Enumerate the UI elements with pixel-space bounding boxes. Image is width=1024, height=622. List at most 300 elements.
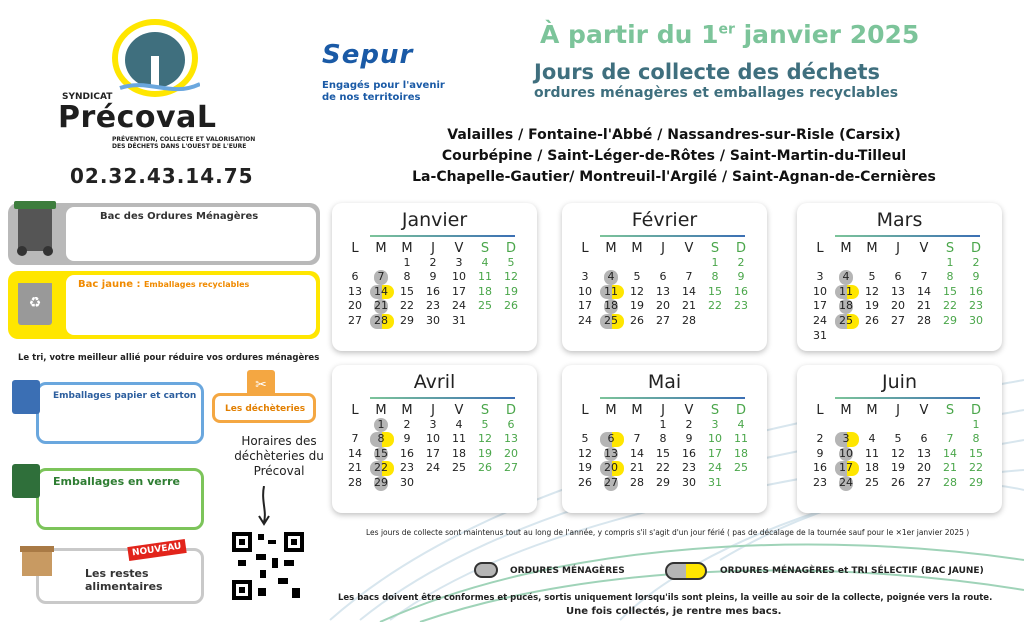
- day-cell: 9: [972, 270, 980, 284]
- weekday-label: V: [919, 403, 929, 418]
- day-cell: 30: [400, 475, 414, 489]
- weekday-label: M: [605, 403, 617, 418]
- day-cell: 9: [685, 432, 693, 446]
- day-cell: 13: [917, 446, 931, 460]
- restes-box: [36, 548, 204, 604]
- weekday-label: M: [401, 241, 413, 256]
- empty-cell: [572, 418, 598, 433]
- green-bag-icon: [10, 460, 42, 500]
- weekday-header: [807, 403, 997, 418]
- empty-cell: [472, 314, 498, 329]
- day-cell: 3: [833, 432, 859, 447]
- day-cell: 21: [348, 461, 362, 475]
- day-cell: 14: [917, 284, 931, 298]
- day-cell: 7: [920, 270, 928, 284]
- empty-cell: [728, 476, 754, 491]
- day-cell: 11: [833, 285, 859, 300]
- weekday-header: [807, 241, 997, 256]
- day-cell: 10: [708, 432, 722, 446]
- day-cell: 12: [578, 446, 592, 460]
- week-row: [807, 432, 997, 447]
- day-cell: 11: [865, 446, 879, 460]
- day-cell: 15: [400, 284, 414, 298]
- legend-grey-swatch: [474, 562, 498, 578]
- day-cell: 24: [708, 461, 722, 475]
- month-calendar: [562, 203, 767, 351]
- day-cell: 12: [891, 446, 905, 460]
- day-cell: 1: [659, 417, 667, 431]
- precoval-subtitle: PRÉVENTION, COLLECTE ET VALORISATION DES DÉCHETS DANS L'OUEST DE L'EURE: [112, 136, 256, 150]
- day-cell: 12: [478, 432, 492, 446]
- day-cell: 28: [682, 313, 696, 327]
- day-cell: 23: [682, 461, 696, 475]
- empty-cell: [885, 329, 911, 344]
- legend-grey-label: ORDURES MÉNAGÈRES: [510, 566, 625, 576]
- month-grid: [807, 241, 997, 343]
- day-cell: 8: [368, 432, 394, 447]
- week-row: [572, 432, 762, 447]
- week-row: [342, 447, 532, 462]
- syndicat-label: SYNDICAT: [62, 92, 113, 102]
- empty-cell: [911, 256, 937, 271]
- month-calendar: [562, 365, 767, 513]
- empty-cell: [911, 329, 937, 344]
- day-cell: 16: [969, 284, 983, 298]
- day-cell: 1: [368, 418, 394, 433]
- empty-cell: [728, 314, 754, 329]
- empty-cell: [572, 256, 598, 271]
- day-cell: 8: [972, 432, 980, 446]
- day-cell: 5: [868, 270, 876, 284]
- day-cell: 18: [833, 299, 859, 314]
- weekday-label: J: [431, 241, 435, 256]
- weekday-label: M: [840, 241, 852, 256]
- day-cell: 1: [972, 417, 980, 431]
- empty-cell: [676, 256, 702, 271]
- week-row: [572, 476, 762, 491]
- day-cell: 12: [865, 284, 879, 298]
- month-title: Juin: [882, 371, 917, 393]
- page-subtitle-2: ordures ménagères et emballages recyclables: [534, 85, 899, 101]
- day-cell: 23: [426, 299, 440, 313]
- day-cell: 25: [478, 299, 492, 313]
- day-cell: 30: [969, 313, 983, 327]
- weekday-label: J: [431, 403, 435, 418]
- day-cell: 6: [894, 270, 902, 284]
- day-cell: 21: [943, 461, 957, 475]
- empty-cell: [833, 418, 859, 433]
- day-cell: 15: [943, 284, 957, 298]
- empty-cell: [342, 418, 368, 433]
- weekday-label: M: [401, 403, 413, 418]
- weekday-header: [342, 241, 532, 256]
- day-cell: 28: [917, 313, 931, 327]
- week-row: [342, 270, 532, 285]
- week-row: [342, 256, 532, 271]
- day-cell: 31: [708, 475, 722, 489]
- weekday-label: S: [710, 241, 720, 256]
- month-grid: [572, 241, 762, 329]
- day-cell: 15: [656, 446, 670, 460]
- day-cell: 6: [351, 270, 359, 284]
- day-cell: 4: [598, 270, 624, 285]
- day-cell: 26: [891, 475, 905, 489]
- day-cell: 2: [816, 432, 824, 446]
- day-cell: 10: [426, 432, 440, 446]
- day-cell: 13: [504, 432, 518, 446]
- day-cell: 6: [659, 270, 667, 284]
- day-cell: 19: [578, 461, 592, 475]
- day-cell: 12: [630, 284, 644, 298]
- day-cell: 8: [946, 270, 954, 284]
- day-cell: 4: [455, 417, 463, 431]
- week-row: [807, 270, 997, 285]
- day-cell: 21: [368, 299, 394, 314]
- day-cell: 22: [656, 461, 670, 475]
- week-row: [572, 314, 762, 329]
- yellow-bin-icon: [12, 267, 60, 331]
- legend-yellow-swatch: [665, 562, 707, 580]
- day-cell: 5: [894, 432, 902, 446]
- week-row: [807, 285, 997, 300]
- empty-cell: [885, 418, 911, 433]
- week-row: [572, 447, 762, 462]
- day-cell: 7: [685, 270, 693, 284]
- day-cell: 22: [708, 299, 722, 313]
- day-cell: 3: [816, 270, 824, 284]
- day-cell: 1: [711, 255, 719, 269]
- grey-bin-icon: [12, 193, 60, 257]
- weekday-label: D: [735, 403, 746, 418]
- day-cell: 5: [581, 432, 589, 446]
- day-cell: 11: [734, 432, 748, 446]
- empty-cell: [859, 256, 885, 271]
- week-row: [807, 314, 997, 329]
- day-cell: 15: [969, 446, 983, 460]
- week-row: [572, 285, 762, 300]
- day-cell: 2: [429, 255, 437, 269]
- day-cell: 1: [403, 255, 411, 269]
- weekday-label: L: [351, 241, 359, 256]
- blue-bag-icon: [10, 376, 42, 416]
- day-cell: 20: [891, 299, 905, 313]
- weekday-label: M: [631, 403, 643, 418]
- bac-om-label: Bac des Ordures Ménagères: [100, 211, 259, 222]
- day-cell: 8: [403, 270, 411, 284]
- verre-label: Emballages en verre: [53, 475, 181, 488]
- nouveau-badge: NOUVEAU: [127, 539, 186, 561]
- day-cell: 10: [578, 284, 592, 298]
- day-cell: 10: [452, 270, 466, 284]
- day-cell: 26: [865, 313, 879, 327]
- day-cell: 16: [682, 446, 696, 460]
- empty-cell: [420, 476, 446, 491]
- day-cell: 30: [426, 313, 440, 327]
- decheteries-box[interactable]: [212, 393, 316, 423]
- page-title: À partir du 1er janvier 2025: [540, 20, 920, 49]
- day-cell: 26: [578, 475, 592, 489]
- month-rule: [835, 235, 980, 237]
- week-row: [342, 418, 532, 433]
- day-cell: 23: [400, 461, 414, 475]
- day-cell: 12: [504, 270, 518, 284]
- month-calendar: [797, 203, 1002, 351]
- weekday-label: M: [631, 241, 643, 256]
- day-cell: 17: [452, 284, 466, 298]
- day-cell: 1: [946, 255, 954, 269]
- day-cell: 13: [891, 284, 905, 298]
- day-cell: 22: [943, 299, 957, 313]
- day-cell: 26: [478, 461, 492, 475]
- weekday-label: J: [896, 241, 900, 256]
- week-row: [342, 314, 532, 329]
- day-cell: 27: [598, 476, 624, 491]
- day-cell: 17: [578, 299, 592, 313]
- week-row: [807, 256, 997, 271]
- weekday-label: V: [919, 241, 929, 256]
- empty-cell: [833, 256, 859, 271]
- weekday-label: L: [351, 403, 359, 418]
- week-row: [572, 299, 762, 314]
- empty-cell: [859, 329, 885, 344]
- day-cell: 6: [507, 417, 515, 431]
- day-cell: 11: [452, 432, 466, 446]
- weekday-label: M: [866, 241, 878, 256]
- empty-cell: [342, 256, 368, 271]
- svg-text:♻: ♻: [28, 295, 42, 311]
- day-cell: 3: [429, 417, 437, 431]
- day-cell: 20: [917, 461, 931, 475]
- day-cell: 22: [368, 461, 394, 476]
- weekday-label: S: [480, 241, 490, 256]
- day-cell: 10: [813, 284, 827, 298]
- day-cell: 9: [816, 446, 824, 460]
- day-cell: 25: [734, 461, 748, 475]
- empty-cell: [624, 256, 650, 271]
- weekday-label: M: [375, 241, 387, 256]
- month-grid: [342, 241, 532, 329]
- day-cell: 27: [917, 475, 931, 489]
- day-cell: 24: [426, 461, 440, 475]
- weekday-label: L: [581, 403, 589, 418]
- day-cell: 30: [682, 475, 696, 489]
- weekday-label: L: [581, 241, 589, 256]
- tri-tagline: Le tri, votre meilleur allié pour réduire vos ordures ménagères: [18, 353, 320, 363]
- day-cell: 18: [478, 284, 492, 298]
- week-row: [807, 418, 997, 433]
- day-cell: 14: [368, 285, 394, 300]
- weekday-label: V: [684, 403, 694, 418]
- day-cell: 28: [943, 475, 957, 489]
- day-cell: 28: [368, 314, 394, 329]
- weekday-label: V: [454, 403, 464, 418]
- weekday-label: S: [945, 403, 955, 418]
- empty-cell: [598, 418, 624, 433]
- day-cell: 4: [737, 417, 745, 431]
- towns-list: [404, 125, 944, 188]
- week-row: [572, 256, 762, 271]
- day-cell: 16: [813, 461, 827, 475]
- restes-label: Les restes alimentaires: [85, 567, 163, 593]
- day-cell: 16: [734, 284, 748, 298]
- day-cell: 13: [348, 284, 362, 298]
- footer-reminder: Une fois collectés, je rentre mes bacs.: [566, 606, 782, 617]
- month-rule: [835, 397, 980, 399]
- empty-cell: [650, 256, 676, 271]
- month-calendar: [332, 203, 537, 351]
- day-cell: 22: [400, 299, 414, 313]
- day-cell: 29: [943, 313, 957, 327]
- day-cell: 17: [708, 446, 722, 460]
- weekday-header: [572, 403, 762, 418]
- empty-cell: [859, 418, 885, 433]
- day-cell: 20: [348, 299, 362, 313]
- month-rule: [370, 235, 515, 237]
- day-cell: 25: [833, 314, 859, 329]
- day-cell: 29: [400, 313, 414, 327]
- empty-cell: [911, 418, 937, 433]
- week-row: [807, 329, 997, 344]
- empty-cell: [624, 418, 650, 433]
- day-cell: 19: [891, 461, 905, 475]
- precoval-logo-icon: [110, 18, 200, 98]
- week-row: [807, 476, 997, 491]
- day-cell: 15: [368, 447, 394, 462]
- day-cell: 21: [682, 299, 696, 313]
- day-cell: 24: [813, 313, 827, 327]
- day-cell: 8: [711, 270, 719, 284]
- day-cell: 3: [711, 417, 719, 431]
- month-title: Mai: [647, 371, 682, 393]
- day-cell: 23: [734, 299, 748, 313]
- day-cell: 23: [969, 299, 983, 313]
- month-grid: [342, 403, 532, 491]
- day-cell: 24: [833, 476, 859, 491]
- day-cell: 3: [455, 255, 463, 269]
- phone-number[interactable]: 02.32.43.14.75: [70, 164, 254, 188]
- weekday-label: V: [454, 241, 464, 256]
- weekday-label: L: [816, 403, 824, 418]
- town-line: Valailles / Fontaine-l'Abbé / Nassandres-sur-Risle (Carsix): [447, 127, 901, 143]
- day-cell: 20: [504, 446, 518, 460]
- day-cell: 27: [656, 313, 670, 327]
- week-row: [572, 418, 762, 433]
- week-row: [342, 285, 532, 300]
- day-cell: 13: [598, 447, 624, 462]
- day-cell: 27: [504, 461, 518, 475]
- day-cell: 14: [630, 446, 644, 460]
- day-cell: 18: [598, 299, 624, 314]
- day-cell: 6: [920, 432, 928, 446]
- bac-om-panel: [8, 203, 320, 265]
- day-cell: 5: [507, 255, 515, 269]
- weekday-label: S: [710, 403, 720, 418]
- day-cell: 2: [737, 255, 745, 269]
- empty-cell: [446, 476, 472, 491]
- empty-cell: [833, 329, 859, 344]
- papier-carton-box: [36, 382, 204, 444]
- day-cell: 20: [656, 299, 670, 313]
- empty-cell: [807, 418, 833, 433]
- day-cell: 18: [452, 446, 466, 460]
- weekday-label: D: [970, 241, 981, 256]
- day-cell: 26: [630, 313, 644, 327]
- weekday-label: J: [661, 403, 665, 418]
- day-cell: 2: [685, 417, 693, 431]
- weekday-label: D: [970, 403, 981, 418]
- weekday-header: [572, 241, 762, 256]
- day-cell: 14: [943, 446, 957, 460]
- empty-cell: [598, 256, 624, 271]
- week-row: [807, 299, 997, 314]
- day-cell: 21: [917, 299, 931, 313]
- day-cell: 4: [868, 432, 876, 446]
- weekday-label: L: [816, 241, 824, 256]
- weekday-label: D: [735, 241, 746, 256]
- page-subtitle: Jours de collecte des déchets: [534, 60, 881, 84]
- weekday-label: D: [505, 403, 516, 418]
- day-cell: 17: [426, 446, 440, 460]
- day-cell: 15: [708, 284, 722, 298]
- day-cell: 14: [682, 284, 696, 298]
- month-grid: [572, 403, 762, 491]
- day-cell: 24: [452, 299, 466, 313]
- day-cell: 23: [813, 475, 827, 489]
- week-row: [342, 432, 532, 447]
- day-cell: 5: [633, 270, 641, 284]
- day-cell: 24: [578, 313, 592, 327]
- day-cell: 2: [403, 417, 411, 431]
- day-cell: 28: [630, 475, 644, 489]
- sepur-tagline: Engagés pour l'avenir de nos territoires: [322, 80, 445, 103]
- day-cell: 5: [481, 417, 489, 431]
- day-cell: 16: [400, 446, 414, 460]
- day-cell: 31: [452, 313, 466, 327]
- empty-cell: [472, 476, 498, 491]
- week-row: [807, 461, 997, 476]
- weekday-label: M: [605, 241, 617, 256]
- empty-cell: [885, 256, 911, 271]
- day-cell: 19: [865, 299, 879, 313]
- day-cell: 22: [969, 461, 983, 475]
- week-row: [342, 476, 532, 491]
- weekday-label: M: [866, 403, 878, 418]
- empty-cell: [937, 329, 963, 344]
- day-cell: 8: [659, 432, 667, 446]
- day-cell: 9: [737, 270, 745, 284]
- weekday-label: M: [840, 403, 852, 418]
- recycling-center-icon: [247, 370, 275, 396]
- empty-cell: [498, 314, 524, 329]
- weekday-header: [342, 403, 532, 418]
- day-cell: 18: [865, 461, 879, 475]
- empty-cell: [702, 314, 728, 329]
- day-cell: 9: [429, 270, 437, 284]
- horaires-text: Horaires des déchèteries du Précoval: [234, 434, 324, 478]
- empty-cell: [963, 329, 989, 344]
- month-title: Avril: [413, 371, 456, 393]
- verre-box: [36, 468, 204, 530]
- legend-yellow-label: ORDURES MÉNAGÈRES et TRI SÉLECTIF (BAC JAUNE): [720, 566, 984, 576]
- empty-cell: [807, 256, 833, 271]
- weekday-label: D: [505, 241, 516, 256]
- qr-code-icon[interactable]: [230, 530, 306, 602]
- day-cell: 7: [946, 432, 954, 446]
- week-row: [807, 447, 997, 462]
- day-cell: 27: [348, 313, 362, 327]
- arrow-down-icon: [257, 486, 271, 526]
- month-calendar: [332, 365, 537, 513]
